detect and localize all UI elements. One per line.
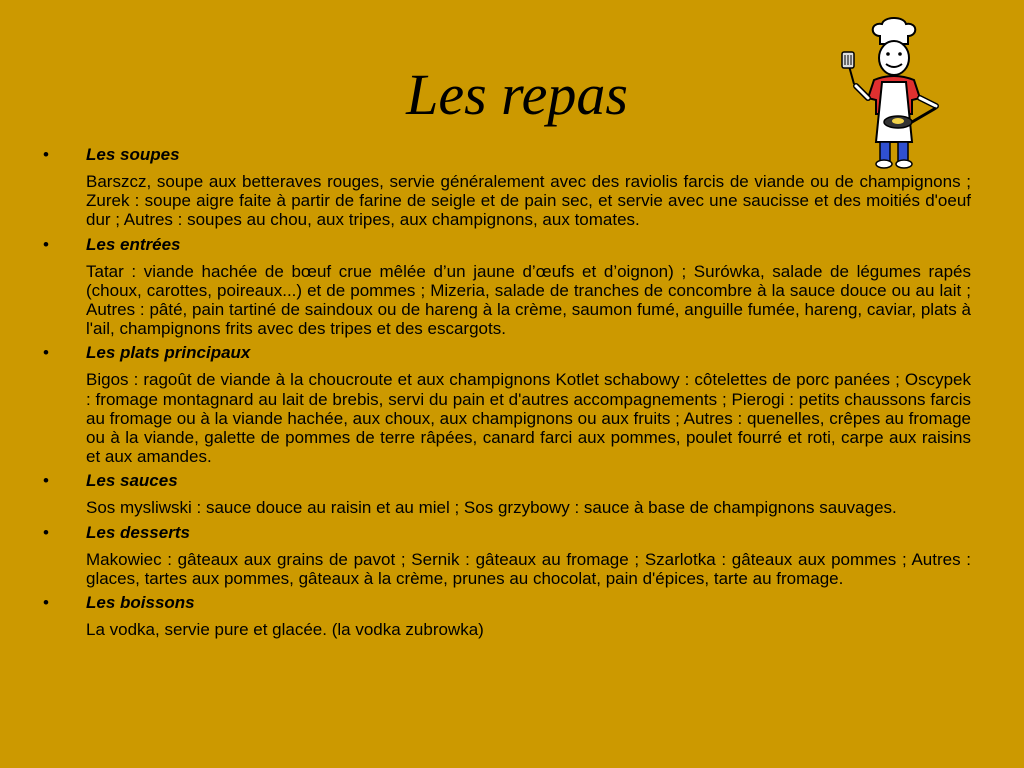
section-heading: Les plats principaux — [86, 343, 251, 363]
bullet-icon: • — [43, 593, 49, 613]
section-heading: Les soupes — [86, 145, 180, 164]
section-heading: Les boissons — [86, 593, 195, 613]
bullet-icon: • — [43, 343, 49, 363]
bullet-icon: • — [43, 145, 49, 164]
menu-list — [43, 144, 971, 643]
section-text: La vodka, servie pure et glacée. (la vodka zubrowka) — [86, 620, 484, 640]
section-sauces — [43, 470, 971, 517]
section-text: Sos mysliwski : sauce douce au raisin et au miel ; Sos grzybowy : sauce à base de champignons sauvages. — [86, 498, 897, 518]
section-heading: Les entrées — [86, 234, 181, 254]
section-boissons — [43, 592, 971, 639]
section-heading: Les sauces — [86, 471, 178, 491]
bullet-icon: • — [43, 471, 49, 491]
section-heading: Les desserts — [86, 522, 190, 542]
section-plats-principaux — [43, 342, 971, 466]
bullet-icon: • — [43, 234, 49, 254]
section-text: Tatar : viande hachée de bœuf crue mêlée d’un jaune d’œufs et d’oignon) ; Surówka, salade de légumes rapés (choux, carottes, poireaux...) et de pommes ; Mizeria, salade de tranches de concombre à la sauce douce ou au lait ; Autres : pâté, pain tartiné de saindoux ou de hareng à la crème, saumon fumé, anguille fumée, hareng, caviar, plats à l'ail, champignons frits avec des tripes et des escargots. — [86, 261, 971, 339]
section-soupes — [43, 144, 971, 230]
slide-title: Les repas — [406, 62, 628, 127]
section-text: Barszcz, soupe aux betteraves rouges, servie généralement avec des raviolis farcis de viande ou de champignons ; Zurek : soupe aigre faite à partir de farine de seigle et de pain sec, et servie avec une saucisse et des moitiés d'oeuf dur ; Autres : soupes au chou, aux tripes, aux champignons, aux tomates. — [86, 172, 971, 230]
section-text: Makowiec : gâteaux aux grains de pavot ; Sernik : gâteaux au fromage ; Szarlotka : gâteaux aux pommes ; Autres : glaces, tartes aux pommes, gâteaux à la crème, prunes au chocolat, pain d'épices, tarte au fromage. — [86, 549, 971, 588]
section-text: Bigos : ragoût de viande à la choucroute et aux champignons Kotlet schabowy : côtelettes de porc panées ; Oscypek : fromage montagnard au lait de brebis, servi du pain et d'autres accompagnements ; Pierogi : petits chaussons farcis au fromage ou à la viande hachée, aux choux, aux champignons ou aux fruits ; Autres : quenelles, crêpes au fromage ou à la viande, galette de pommes de terre râpées, canard farci aux pommes, poulet fourré et roti, carpe aux raisins et aux amandes. — [86, 370, 971, 467]
section-desserts — [43, 522, 971, 588]
section-entrees — [43, 234, 971, 339]
bullet-icon: • — [43, 522, 49, 542]
